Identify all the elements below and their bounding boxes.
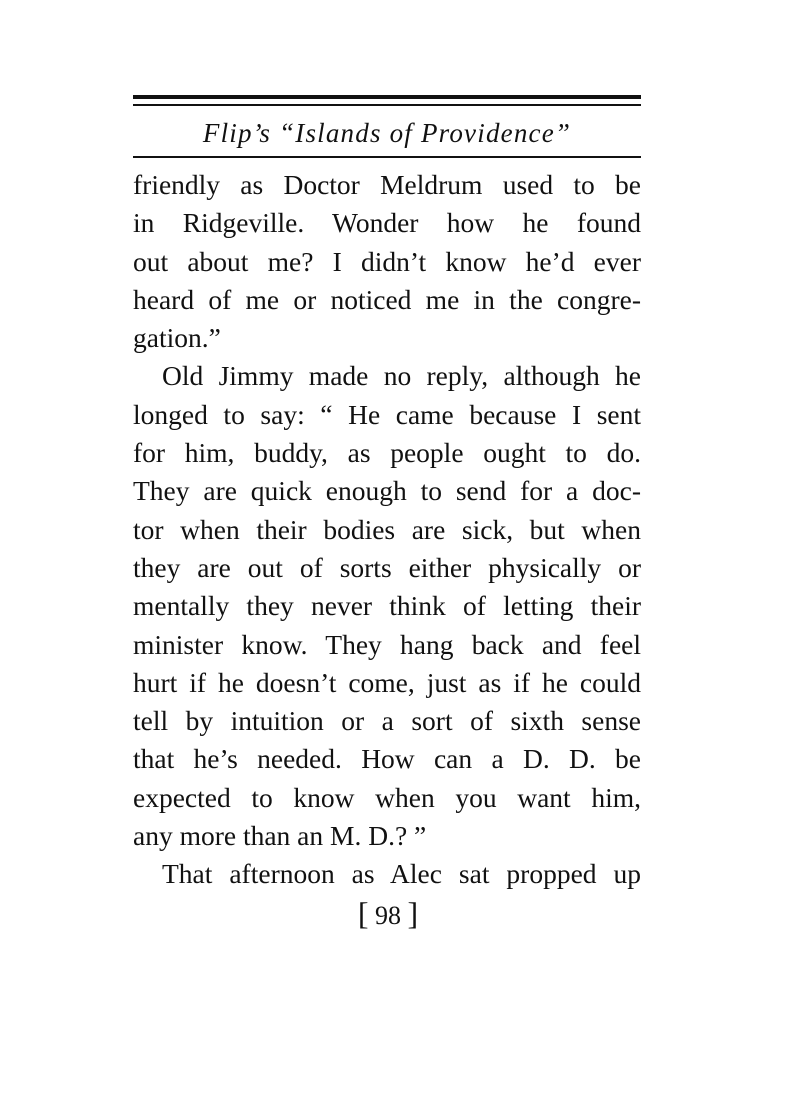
text-line: tell by intuition or a sort of sixth sense: [133, 705, 641, 737]
text-line: hurt if he doesn’t come, just as if he could: [133, 666, 641, 698]
folio-bracket-open: [: [357, 895, 369, 931]
page-number: [0, 893, 776, 936]
text-line: mentally they never think of letting their: [133, 590, 641, 622]
header-rule-bottom: [133, 156, 641, 158]
text-line: longed to say: “ He came because I sent: [133, 398, 641, 430]
text-line: That afternoon as Alec sat propped up: [162, 858, 641, 890]
text-line: for him, buddy, as people ought to do.: [133, 437, 641, 469]
text-line: minister know. They hang back and feel: [133, 628, 641, 660]
text-line: gation.”: [133, 322, 221, 354]
text-line: in Ridgeville. Wonder how he found: [133, 207, 641, 239]
text-line: heard of me or noticed me in the congre-: [133, 283, 641, 315]
header-rule-thin: [133, 104, 641, 106]
folio-number: 98: [375, 901, 401, 930]
running-head: Flip’s “Islands of Providence”: [202, 118, 572, 148]
folio-bracket-close: ]: [407, 895, 419, 931]
text-line: tor when their bodies are sick, but when: [133, 513, 641, 545]
text-line: expected to know when you want him,: [133, 781, 641, 813]
text-line: Old Jimmy made no reply, although he: [162, 360, 641, 392]
text-line: any more than an M. D.? ”: [133, 820, 427, 852]
text-line: they are out of sorts either physically or: [133, 551, 641, 583]
text-line: that he’s needed. How can a D. D. be: [133, 743, 641, 775]
header-rule-thick: [133, 95, 641, 99]
text-line: out about me? I didn’t know he’d ever: [133, 245, 641, 277]
text-line: friendly as Doctor Meldrum used to be: [133, 169, 641, 200]
text-line: They are quick enough to send for a doc-: [133, 475, 641, 507]
body-text: [133, 166, 641, 894]
